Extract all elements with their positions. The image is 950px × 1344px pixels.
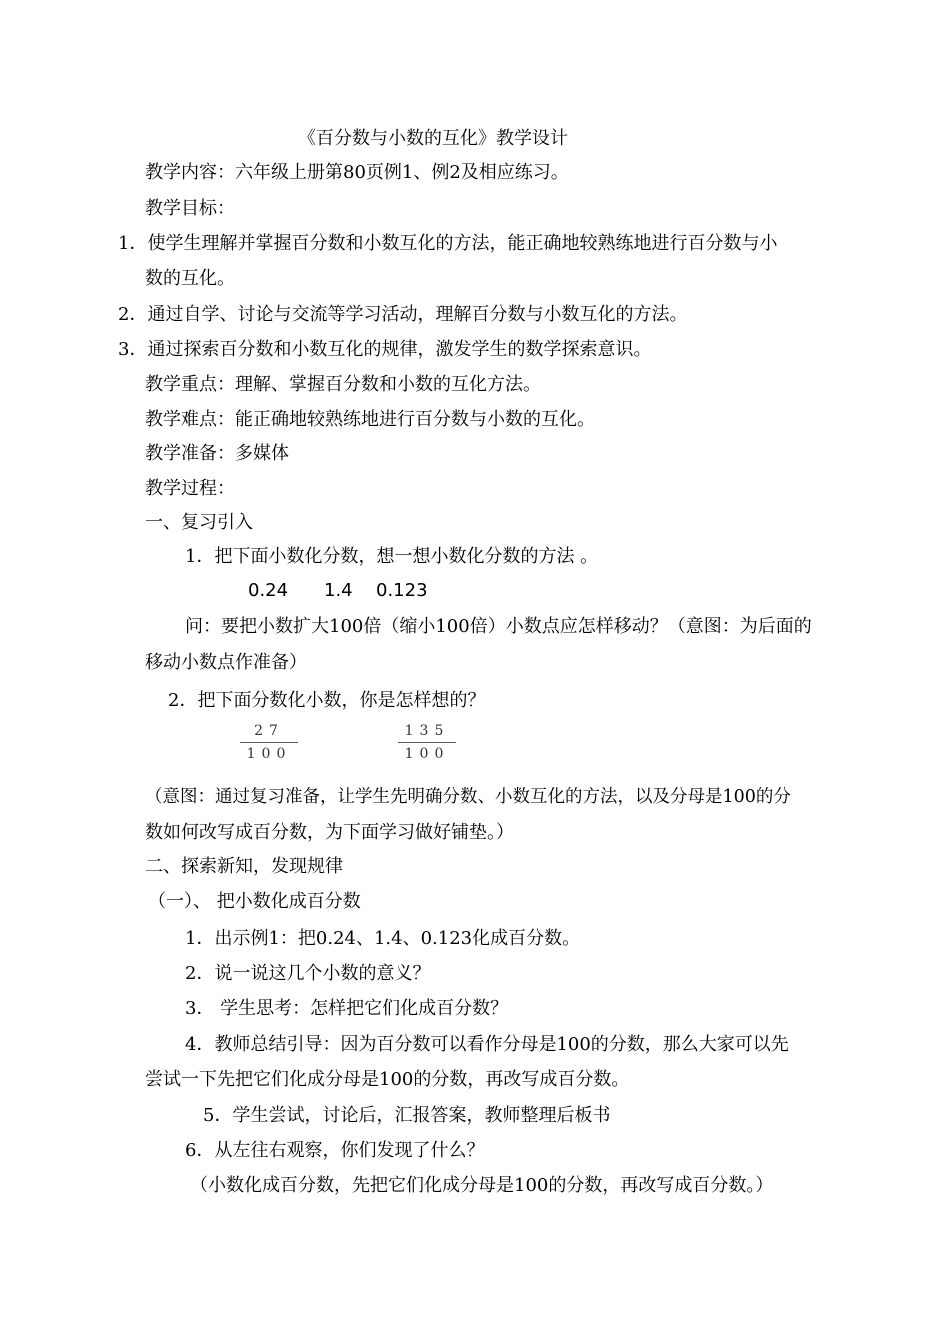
review-item-2: 2．把下面分数化小数，你是怎样想的？ <box>168 690 486 711</box>
subsection-1-heading: （一）、 把小数化成百分数 <box>148 891 361 912</box>
section-2-heading: 二、探索新知，发现规律 <box>145 856 343 877</box>
decimal-value: 0.24 <box>248 580 289 601</box>
review-intent-line-2: 数如何改写成百分数，为下面学习做好铺垫。） <box>145 822 514 843</box>
process-label: 教学过程： <box>145 478 235 499</box>
step-3: 3． 学生思考：怎样把它们化成百分数？ <box>185 998 509 1019</box>
goal-2: 2．通过自学、讨论与交流等学习活动，理解百分数与小数互化的方法。 <box>118 304 688 325</box>
step-6: 6．从左往右观察，你们发现了什么？ <box>185 1140 485 1161</box>
review-question-line-2: 移动小数点作准备） <box>145 652 307 673</box>
goal-1-line-1: 1．使学生理解并掌握百分数和小数互化的方法，能正确地较熟练地进行百分数与小 <box>118 233 778 254</box>
review-item-1: 1．把下面小数化分数，想一想小数化分数的方法 。 <box>185 546 599 567</box>
fraction-numerator: 135 <box>404 723 450 739</box>
review-intent-line-1: （意图：通过复习准备，让学生先明确分数、小数互化的方法，以及分母是100的分 <box>145 787 791 807</box>
step-1: 1．出示例1：把0.24、1.4、0.123化成百分数。 <box>185 928 581 949</box>
goals-label: 教学目标： <box>145 198 235 219</box>
fraction-bar <box>240 742 298 743</box>
step-6-conclusion: （小数化成百分数，先把它们化成分母是100的分数，再改写成百分数。） <box>190 1175 774 1196</box>
step-2: 2．说一说这几个小数的意义？ <box>185 963 431 984</box>
step-4-line-2: 尝试一下先把它们化成分母是100的分数，再改写成百分数。 <box>145 1069 630 1090</box>
fraction-1 <box>240 722 298 763</box>
difficulty: 教学难点：能正确地较熟练地进行百分数与小数的互化。 <box>145 409 595 430</box>
key-point: 教学重点：理解、掌握百分数和小数的互化方法。 <box>145 374 541 395</box>
fraction-denominator: 100 <box>404 746 450 762</box>
section-1-heading: 一、复习引入 <box>145 512 253 533</box>
fraction-numerator: 27 <box>254 723 284 739</box>
fraction-2 <box>398 722 456 763</box>
review-question-line-1: 问：要把小数扩大100倍（缩小100倍）小数点应怎样移动？（意图：为后面的 <box>185 616 812 637</box>
document-title: 《百分数与小数的互化》教学设计 <box>298 128 568 149</box>
decimal-value: 0.123 <box>376 580 428 601</box>
fraction-denominator: 100 <box>246 746 292 762</box>
decimal-list <box>248 580 428 602</box>
fraction-bar <box>398 742 456 743</box>
goal-3: 3．通过探索百分数和小数互化的规律，激发学生的数学探索意识。 <box>118 339 652 360</box>
step-4-line-1: 4．教师总结引导：因为百分数可以看作分母是100的分数，那么大家可以先 <box>185 1034 789 1055</box>
goal-1-line-2: 数的互化。 <box>145 268 235 289</box>
decimal-value: 1.4 <box>324 580 353 601</box>
step-5: 5．学生尝试，讨论后，汇报答案，教师整理后板书 <box>203 1105 611 1126</box>
teaching-content: 教学内容：六年级上册第80页例1、例2及相应练习。 <box>145 162 569 183</box>
preparation: 教学准备：多媒体 <box>145 443 289 464</box>
